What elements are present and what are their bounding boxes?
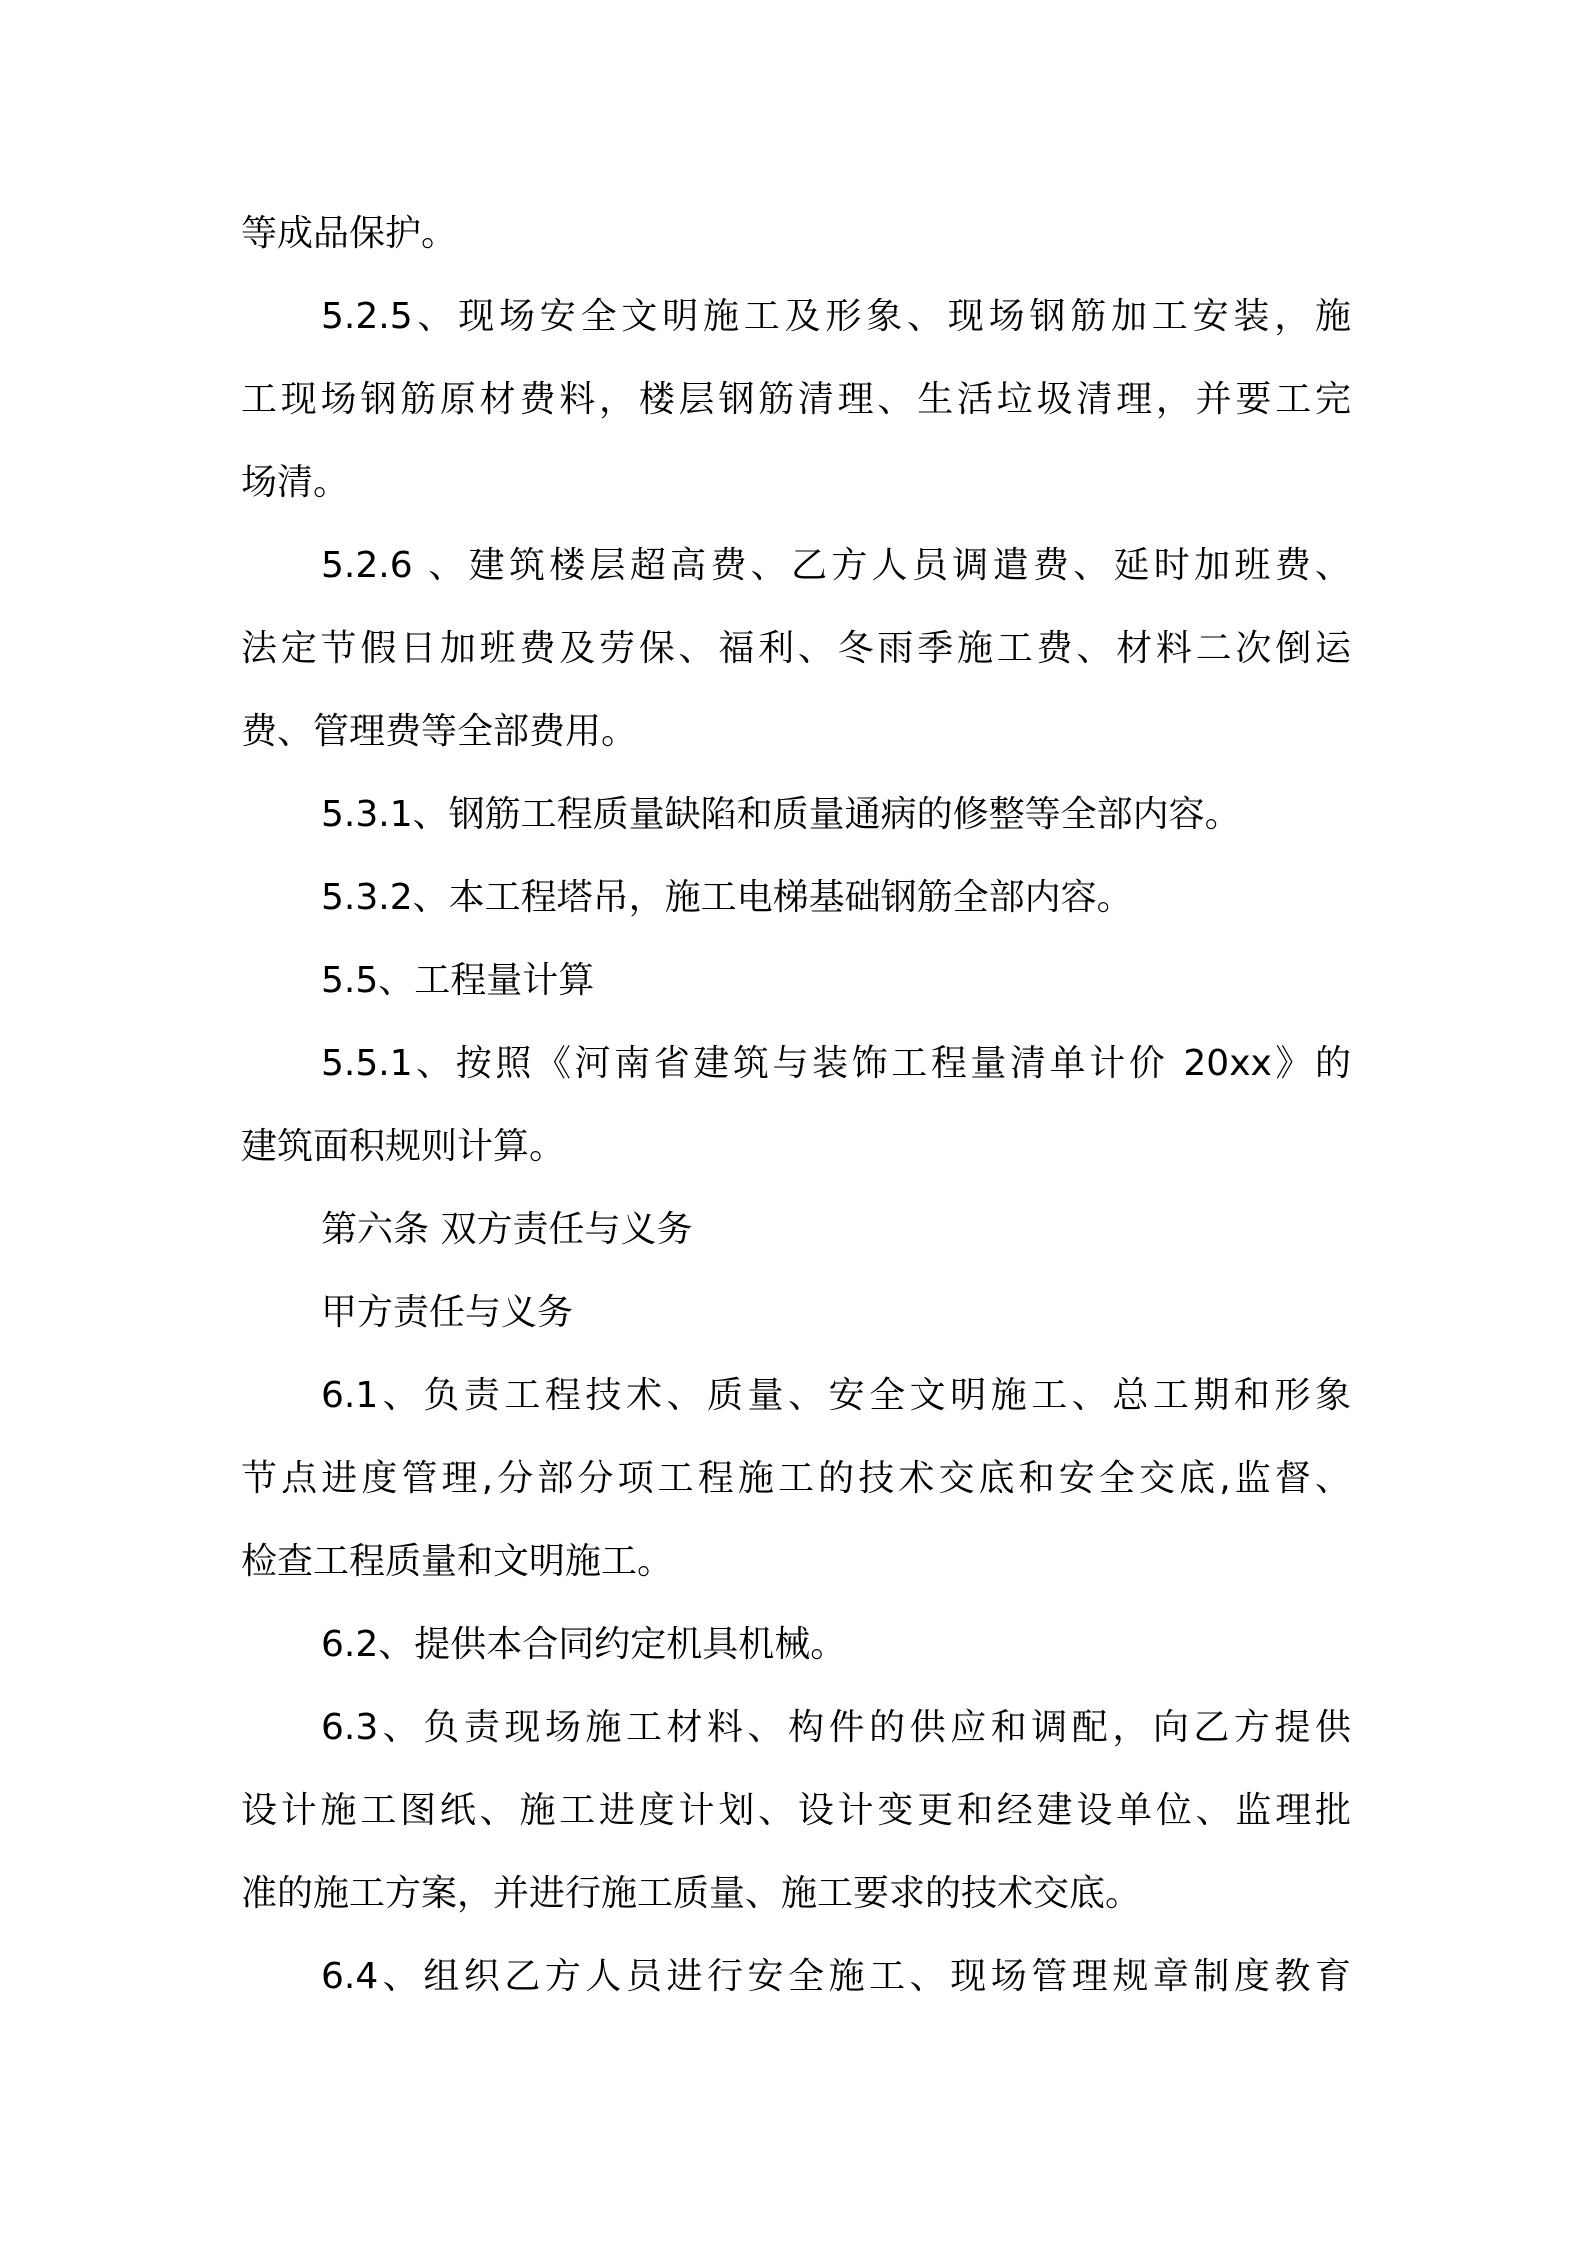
text-line-16: 节点进度管理,分部分项工程施工的技术交底和安全交底,监督、 — [241, 1458, 1351, 1499]
text-line-21: 准的施工方案，并进行施工质量、施工要求的技术交底。 — [241, 1873, 1142, 1914]
text-line-20: 设计施工图纸、施工进度计划、设计变更和经建设单位、监理批 — [241, 1790, 1351, 1831]
section-heading: 第六条 双方责任与义务 — [321, 1209, 693, 1250]
text-line-19: 6.3、负责现场施工材料、构件的供应和调配，向乙方提供 — [321, 1707, 1351, 1748]
document-body — [241, 192, 1351, 2018]
text-line-12: 建筑面积规则计算。 — [241, 1126, 566, 1167]
text-line-10: 5.5、工程量计算 — [321, 960, 595, 1001]
text-line-18: 6.2、提供本合同约定机具机械。 — [321, 1624, 847, 1665]
subsection-heading: 甲方责任与义务 — [321, 1292, 574, 1333]
text-line-3: 工现场钢筋原材费料，楼层钢筋清理、生活垃圾清理，并要工完 — [241, 379, 1351, 420]
text-line-17: 检查工程质量和文明施工。 — [241, 1541, 674, 1582]
text-line-4: 场清。 — [241, 462, 350, 503]
text-line-15: 6.1、负责工程技术、质量、安全文明施工、总工期和形象 — [321, 1375, 1351, 1416]
text-line-6: 法定节假日加班费及劳保、福利、冬雨季施工费、材料二次倒运 — [241, 628, 1351, 669]
text-line-2: 5.2.5、现场安全文明施工及形象、现场钢筋加工安装，施 — [321, 296, 1351, 337]
text-line-9: 5.3.2、本工程塔吊，施工电梯基础钢筋全部内容。 — [321, 877, 1133, 918]
text-line-5: 5.2.6 、建筑楼层超高费、乙方人员调遣费、延时加班费、 — [321, 545, 1351, 586]
text-line-8: 5.3.1、钢筋工程质量缺陷和质量通病的修整等全部内容。 — [321, 794, 1241, 835]
text-line-1: 等成品保护。 — [241, 213, 458, 254]
text-line-7: 费、管理费等全部费用。 — [241, 711, 638, 752]
text-line-22: 6.4、组织乙方人员进行安全施工、现场管理规章制度教育 — [321, 1956, 1351, 1997]
text-line-11: 5.5.1、按照《河南省建筑与装饰工程量清单计价 20xx》的 — [321, 1043, 1351, 1084]
